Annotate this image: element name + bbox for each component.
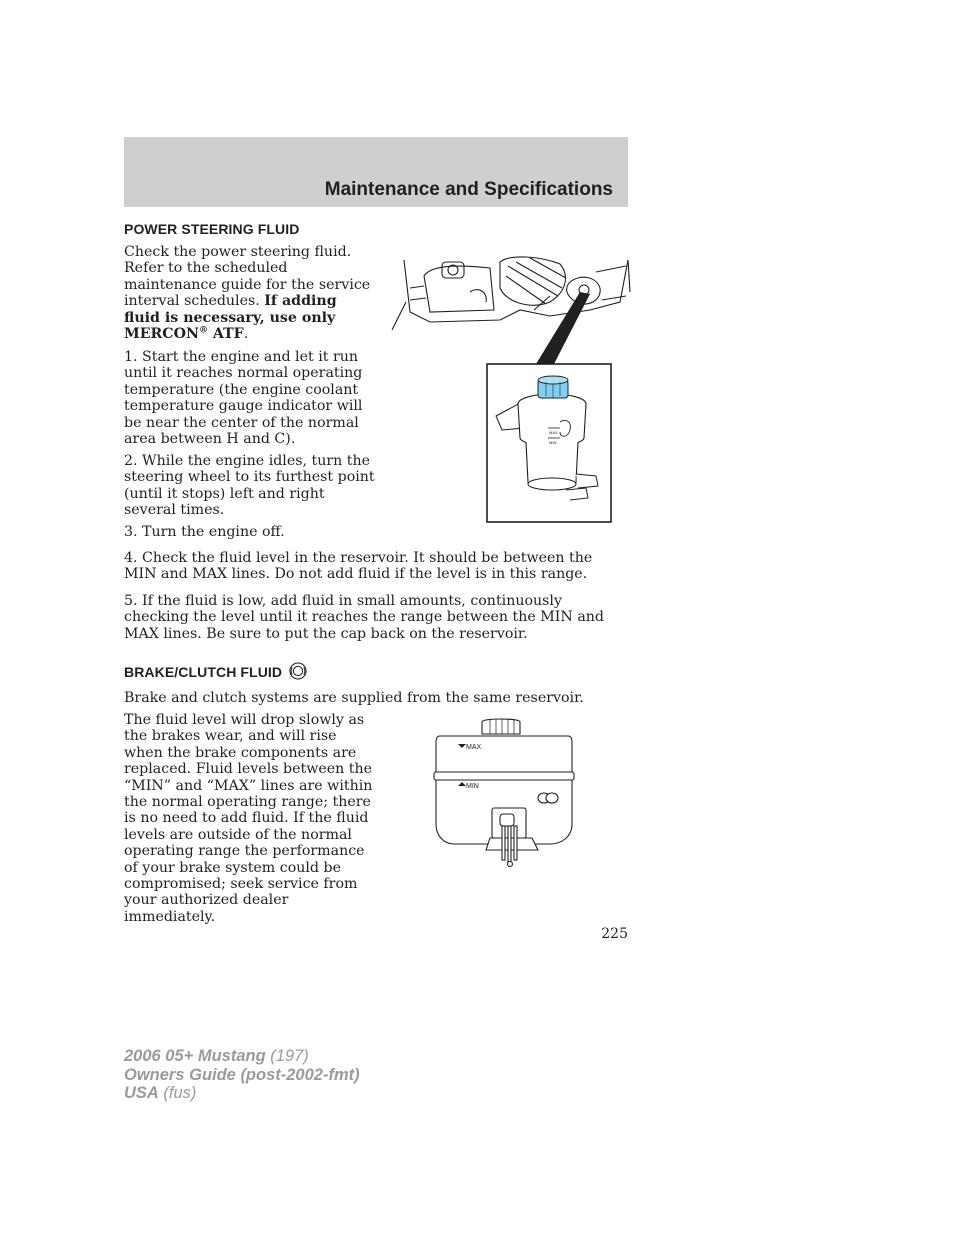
power-steering-heading: POWER STEERING FLUID xyxy=(124,221,300,237)
footer-line-1 xyxy=(124,1047,360,1066)
brake-fluid-heading-text: BRAKE/CLUTCH FLUID xyxy=(124,664,283,680)
reservoir-cap xyxy=(538,376,568,398)
power-steering-intro xyxy=(124,244,376,342)
footer-line-3 xyxy=(124,1084,360,1103)
intro-end: . xyxy=(243,326,249,343)
document-footer xyxy=(124,1047,360,1103)
brake-intro: Brake and clutch systems are supplied from the same reservoir. xyxy=(124,690,584,706)
step-3: 3. Turn the engine off. xyxy=(124,524,285,540)
footer-model: 2006 05+ Mustang xyxy=(124,1047,266,1065)
registered-mark: ® xyxy=(198,325,208,336)
reservoir-max-label: MAX xyxy=(549,430,558,435)
intro-text: Check the power steering fluid. Refer to the scheduled maintenance guide for the service interval schedules. xyxy=(124,244,371,310)
brake-reservoir-figure xyxy=(430,714,578,872)
brake-fluid-icon xyxy=(289,662,307,680)
intro-warning-tail: ATF xyxy=(207,326,244,343)
engine-bay-illustration xyxy=(392,257,630,330)
step-1: 1. Start the engine and let it run until it reaches normal operating temperature (the engine coolant temperature gauge indicator will be near the center of the normal area between H and C). xyxy=(124,349,363,448)
brake-reservoir-seam xyxy=(434,772,574,780)
step-4: 4. Check the fluid level in the reservoir. It should be between the MIN and MAX lines. Do not add fluid if the level is in this range. xyxy=(124,550,593,583)
brake-max-label: MAX xyxy=(466,744,482,751)
footer-line-2: Owners Guide (post-2002-fmt) xyxy=(124,1065,360,1084)
footer-market-code: (fus) xyxy=(158,1084,197,1102)
section-header-band xyxy=(124,137,628,207)
reservoir-min-label: MIN xyxy=(549,440,557,445)
power-steering-reservoir-figure xyxy=(390,252,632,526)
step-5: 5. If the fluid is low, add fluid in small amounts, continuously checking the level until it reaches the range between the MIN and MAX lines. Be sure to put the cap back on the reservoir. xyxy=(124,593,604,642)
brake-reservoir-upper xyxy=(436,736,572,772)
footer-market: USA xyxy=(124,1084,159,1102)
brake-min-label: MIN xyxy=(466,783,479,790)
footer-model-code: (197) xyxy=(265,1047,309,1065)
step-2: 2. While the engine idles, turn the steering wheel to its furthest point (until it stops) left and right several times. xyxy=(124,453,375,519)
section-title: Maintenance and Specifications xyxy=(324,179,613,200)
intro-warning: If adding fluid is necessary, use only MERCON xyxy=(124,293,337,343)
brake-body: The fluid level will drop slowly as the brakes wear, and will rise when the brake components are replaced. Fluid levels between the “MIN” and “MAX” lines are within the normal operating range; there is no need to add fluid. If the fluid levels are outside of the normal operating range the performance of your brake system could be compromised; seek service from your authorized dealer immediately. xyxy=(124,712,373,925)
page-number: 225 xyxy=(601,926,628,942)
brake-fluid-heading xyxy=(124,662,307,680)
